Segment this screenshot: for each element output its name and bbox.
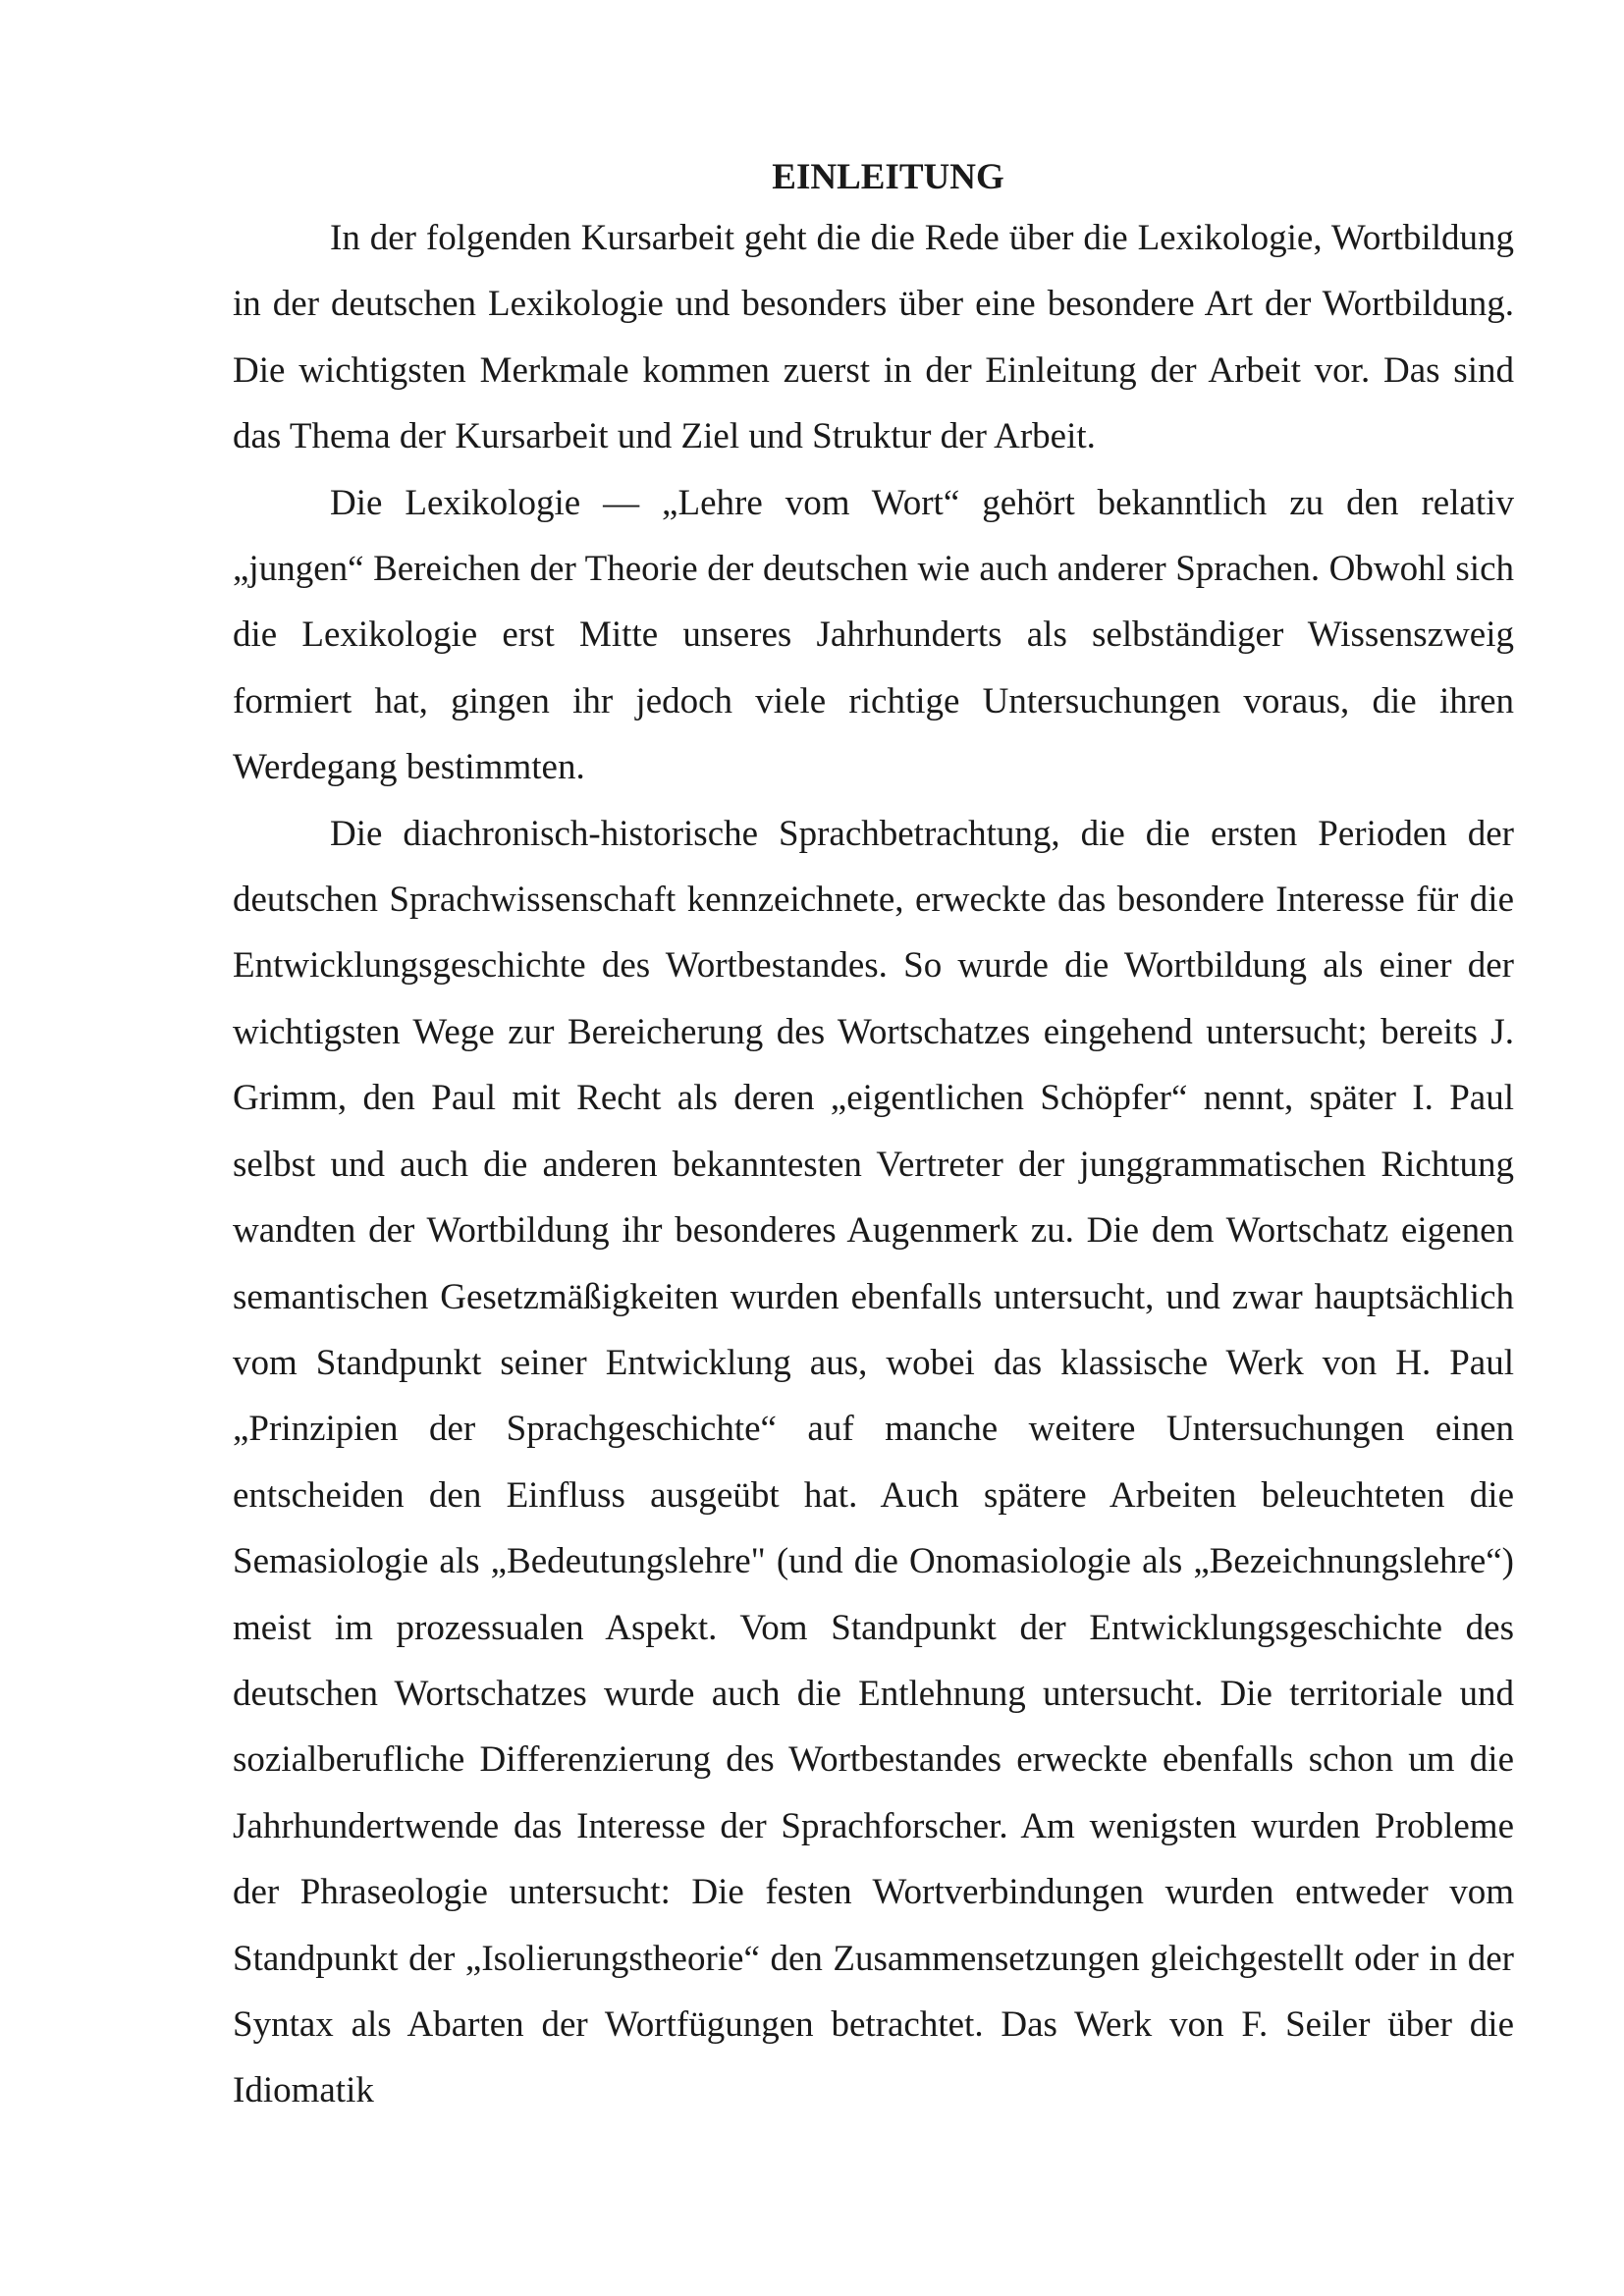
paragraph-lexikologie: Die Lexikologie — „Lehre vom Wort“ gehört bekanntlich zu den relativ „jungen“ Bereichen der Theorie der deutschen wie auch anderer Sprachen. Obwohl sich die Lexikologie erst Mitte unseres Jahrhunderts als selbständiger Wissenszweig formiert hat, gingen ihr jedoch viele richtige Untersuchungen voraus, die ihren Werdegang bestimmten. bbox=[233, 482, 1514, 788]
section-heading: EINLEITUNG bbox=[772, 157, 1004, 197]
paragraph-intro: In der folgenden Kursarbeit geht die die Rede über die Lexikologie, Wortbildung in der deutschen Lexikologie und besonders über eine besondere Art der Wortbildung. Die wichtigsten Merkmale kommen zuerst in der Einleitung der Arbeit vor. Das sind das Thema der Kursarbeit und Ziel und Struktur der Arbeit. bbox=[233, 218, 1514, 457]
page-content bbox=[233, 149, 1514, 2124]
paragraph-sprachbetrachtung: Die diachronisch-historische Sprachbetrachtung, die die ersten Perioden der deutschen Sprachwissenschaft kennzeichnete, erweckte das besondere Interesse für die Entwicklungsgeschichte des Wortbestandes. So wurde die Wortbildung als einer der wichtigsten Wege zur Bereicherung des Wortschatzes eingehend untersucht; bereits J. Grimm, den Paul mit Recht als deren „eigentlichen Schöpfer“ nennt, später I. Paul selbst und auch die anderen bekanntesten Vertreter der junggrammatischen Richtung wandten der Wortbildung ihr besonderes Augenmerk zu. Die dem Wortschatz eigenen semantischen Gesetzmäßigkeiten wurden ebenfalls untersucht, und zwar hauptsächlich vom Standpunkt seiner Entwicklung aus, wobei das klassische Werk von H. Paul „Prinzipien der Sprachgeschichte“ auf manche weitere Untersuchungen einen entscheiden den Einfluss ausgeübt hat. Auch spätere Arbeiten beleuchteten die Semasiologie als „Bedeutungslehre" (und die Onomasiologie als „Bezeichnungslehre“) meist im prozessualen Aspekt. Vom Standpunkt der Entwicklungsgeschichte des deutschen Wortschatzes wurde auch die Entlehnung untersucht. Die territoriale und sozialberufliche Differenzierung des Wortbestandes erweckte ebenfalls schon um die Jahrhundertwende das Interesse der Sprachforscher. Am wenigsten wurden Probleme der Phraseologie untersucht: Die festen Wortverbindungen wurden entweder vom Standpunkt der „Isolierungstheorie“ den Zusammensetzungen gleichgestellt oder in der Syntax als Abarten der Wortfügungen betrachtet. Das Werk von F. Seiler über die Idiomatik bbox=[233, 813, 1514, 2111]
